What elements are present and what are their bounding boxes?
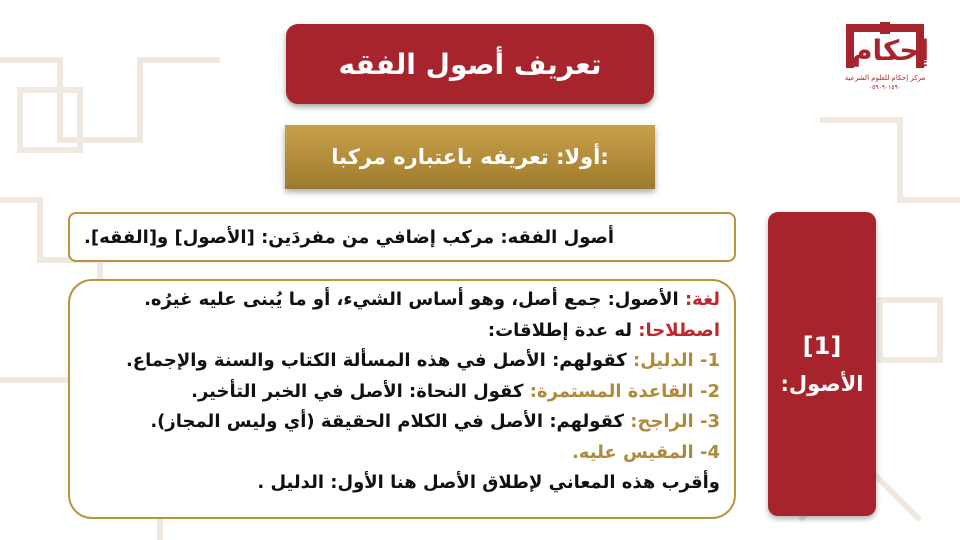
line-lugha: لغة: الأصول: جمع أصل، وهو أساس الشيء، أو ما يُبنى عليه غيرُه. <box>144 289 720 310</box>
side-box <box>768 212 876 516</box>
subtitle: أولا: تعريفه باعتباره مركبا: <box>331 145 609 169</box>
line-item-4: 4- المقيس عليه. <box>571 441 720 463</box>
line-istilah: اصطلاحا: له عدة إطلاقات: <box>487 319 720 341</box>
definition-box <box>68 212 736 262</box>
definition-text: أصول الفقه: مركب إضافي من مفردَين: [الأصول] و[الفقه]. <box>84 226 615 248</box>
line-item-1: 1- الدليل: كقولهم: الأصل في هذه المسألة الكتاب والسنة والإجماع. <box>125 350 720 371</box>
page-title: تعريف أصول الفقه <box>338 47 602 81</box>
subtitle-box <box>285 125 655 189</box>
logo-tagline: مركز إحكام للعلوم الشرعية <box>844 74 926 82</box>
line-item-3: 3- الراجح: كقولهم: الأصل في الكلام الحقيقة (أي وليس المجاز). <box>150 411 720 432</box>
logo-name: إحكام <box>852 34 930 67</box>
title-box <box>286 24 654 104</box>
logo <box>840 22 930 96</box>
line-conclusion: وأقرب هذه المعاني لإطلاق الأصل هنا الأول: الدليل . <box>257 472 720 493</box>
side-label: الأصول: <box>780 372 864 396</box>
logo-phone: ٠٥٩٠٩٠١٥٩٠ <box>868 84 902 91</box>
line-item-2: 2- القاعدة المستمرة: كقول النحاة: الأصل في الخبر التأخير. <box>191 380 720 402</box>
side-number: [1] <box>802 332 842 360</box>
content-box <box>68 279 736 519</box>
